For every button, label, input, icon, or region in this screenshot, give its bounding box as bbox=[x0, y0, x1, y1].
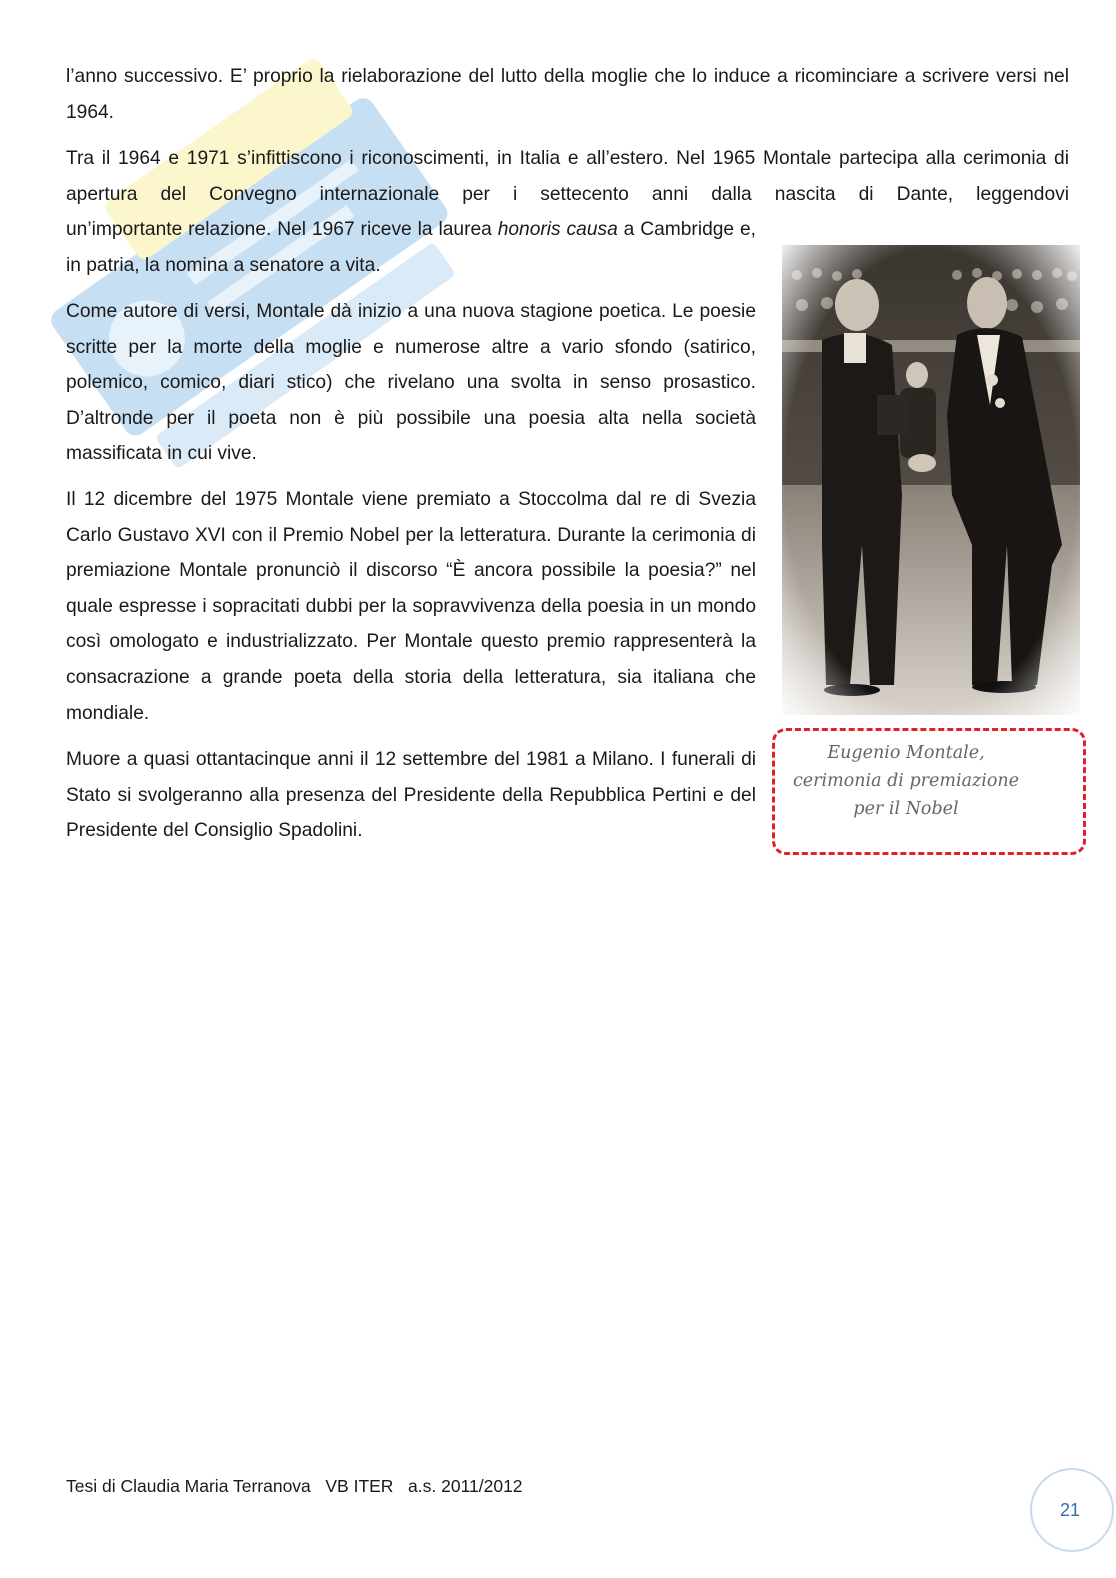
paragraph-4 bbox=[66, 482, 756, 731]
paragraph-2-continued bbox=[66, 212, 756, 283]
photo-caption-box bbox=[772, 728, 1086, 855]
paragraph-4-text: Il 12 dicembre del 1975 Montale viene premiato a Stoccolma dal re di Svezia Carlo Gustavo XVI con il Premio Nobel per la letteratura. Durante la cerimonia di premiazione Montale pronunciò il discorso “È ancora possibile la poesia?” nel quale espresse i sopracitati dubbi per la sopravvivenza della poesia in un mondo così omologato e industrializzato. Per Montale questo premio rappresenterà la consacrazione a grande poeta della storia della letteratura, sia italiana che mondiale. bbox=[66, 489, 756, 724]
caption-line-3: per il Nobel bbox=[853, 799, 959, 819]
nobel-ceremony-photo bbox=[782, 245, 1080, 715]
caption-line-1: Eugenio Montale, bbox=[827, 743, 985, 763]
paragraph-1-text: l’anno successivo. E’ proprio la rielaborazione del lutto della moglie che lo induce a ricominciare a scrivere versi nel 1964. bbox=[66, 66, 1069, 123]
photo-caption bbox=[775, 739, 1037, 823]
paragraph-3-text: Come autore di versi, Montale dà inizio a una nuova stagione poetica. Le poesie scritte per la morte della moglie e numerose altre a vario sfondo (satirico, polemico, comico, diari stico) che rivelano una svolta in senso prosastico. D’altronde per il poeta non è più possibile una poesia alta nella società massificata in cui vive. bbox=[66, 301, 756, 465]
paragraph-2-rest bbox=[66, 212, 756, 283]
caption-line-2: cerimonia di premiazione bbox=[792, 771, 1019, 791]
footer-text: Tesi di Claudia Maria Terranova VB ITER a.s. 2011/2012 bbox=[66, 1476, 523, 1496]
paragraph-5 bbox=[66, 742, 756, 849]
paragraph-3 bbox=[66, 294, 756, 472]
paragraph-2-end-text: a Cambridge e, in patria, la nomina a senatore a vita. bbox=[66, 219, 757, 276]
paragraph-1 bbox=[66, 59, 1069, 130]
paragraph-5-text: Muore a quasi ottantacinque anni il 12 settembre del 1981 a Milano. I funerali di Stato si svolgeranno alla presenza del Presidente della Repubblica Pertini e del Presidente del Consiglio Spadolini. bbox=[66, 749, 756, 842]
honoris-causa-italic: honoris causa bbox=[497, 219, 618, 240]
page-number: 21 bbox=[1060, 1500, 1081, 1520]
paragraph-2-mid-text: un’importante relazione. Nel 1967 riceve la laurea bbox=[66, 219, 498, 240]
paragraph-2-start-text: Tra il 1964 e 1971 s’infittiscono i riconoscimenti, in Italia e all’estero. Nel 1965 Montale partecipa alla cerimonia di apertura del Convegno internazionale per i settecento anni dalla nascita di Dante, leggendovi bbox=[66, 148, 1069, 205]
paragraph-2 bbox=[66, 141, 1069, 212]
